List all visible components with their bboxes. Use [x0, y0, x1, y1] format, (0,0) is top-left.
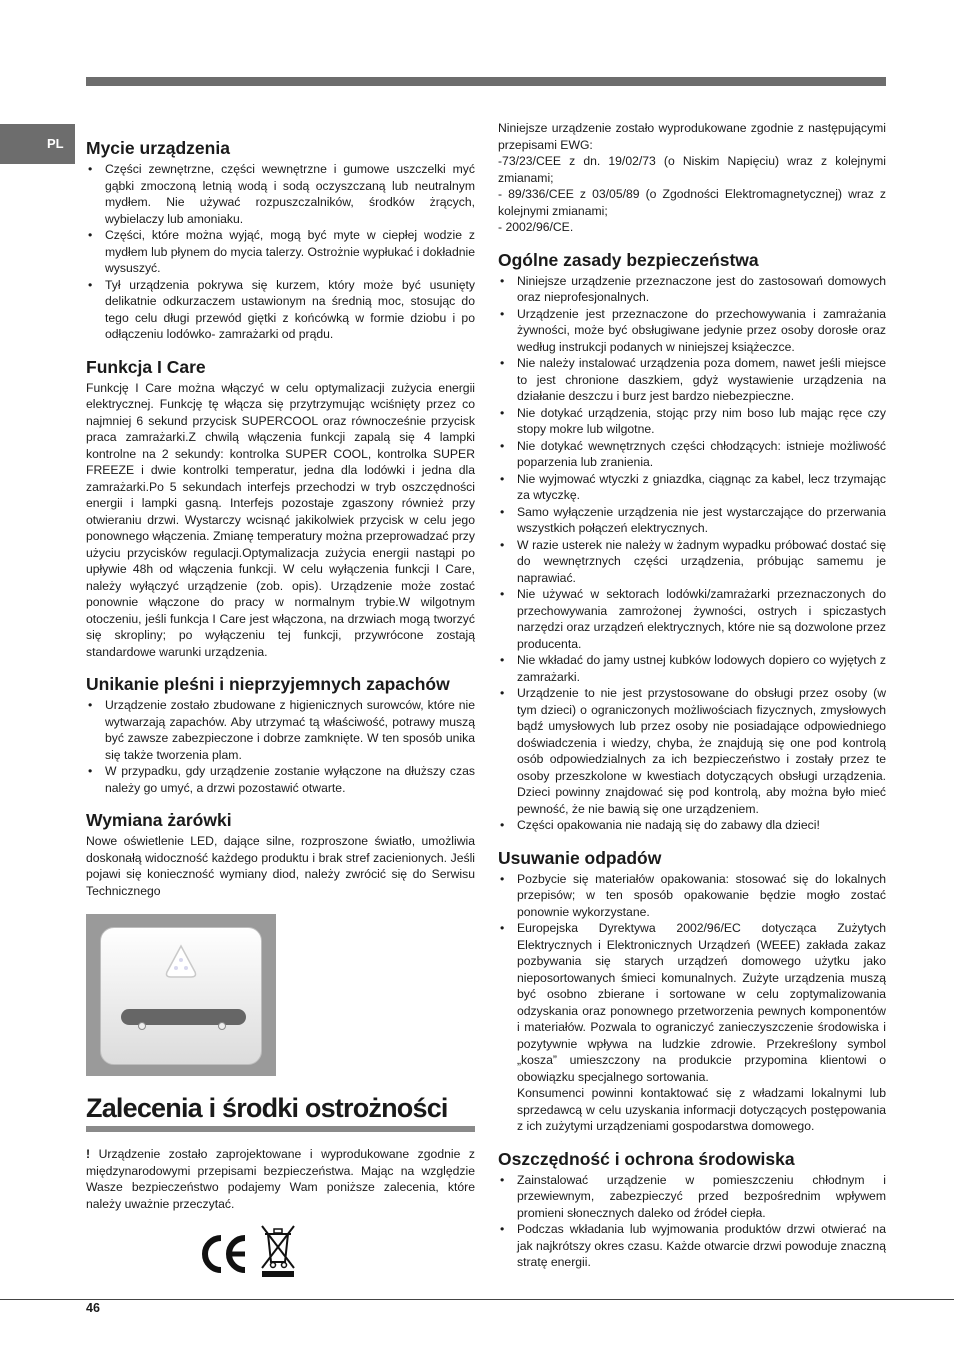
bulb-text: Nowe oświetlenie LED, dające silne, rozproszone światło, umożliwia doskonałą widoczność każdego produktu i brak stref zacienionych. Jeśli pojawi się konieczność wymiany diod, należy zwrócić się do Serwisu Technicznego	[86, 834, 475, 898]
list-item: • W przypadku, gdy urządzenie zostanie wyłączone na dłuższy czas należy go umyć, a drzwi pozostawić otwarte.	[86, 763, 475, 796]
header-rule	[86, 77, 886, 86]
mould-list	[86, 697, 475, 796]
light-panel-illustration	[86, 914, 276, 1076]
list-item: • Podczas wkładania lub wyjmowania produktów drzwi otwierać na jak najkrótszy okres czasu. Każde otwarcie drzwi powoduje znaczną stratę energii.	[498, 1221, 886, 1271]
list-item: • Części, które można wyjąć, mogą być myte w ciepłej wodzie z mydłem lub płynem do mycia talerzy. Ostrożnie wypłukać i dokładnie wysuszyć.	[86, 227, 475, 277]
ce-mark-icon	[201, 1234, 249, 1274]
intro-line: Niniejsze urządzenie zostało wyprodukowane zgodnie z następującymi przepisami EWG:	[498, 121, 886, 152]
left-column	[86, 137, 475, 1278]
icare-text: Funkcję I Care można włączyć w celu optymalizacji zużycia energii elektrycznej. Funkcję tę włącza się przytrzymując wciśnięty przez co najmniej 6 sekund przycisk SUPERCOOL oraz równocześnie przycisk praca zamrażarki.Z chwilą włączenia funkcji zapalą się 4 lampki kontrolne na 2 sekundy: kontrolka SUPER COOL, kontrolka SUPER FREEZE i dwie kontrolki temperatur, jedna dla lodówki i jedna dla zamrażarki.Po 5 sekundach interfejs przechodzi w tryb oszczędności energii i lampki gasną. Interfejs pozostaje zgaszony również przy otwieraniu drzwi. Wystarczy wcisnąć jakikolwiek przycisk w celu jego ponownego włączenia. Zmianę temperatury można przeprowadzać przy użyciu przycisków regulacji.Optymalizacja zużycia energii nastąpi po upływie 48h od włączenia funkcji. W celu wyłączenia funkcji I Care, należy wyłączyć urządzenie (zob. opis). Urządzenie może zostać ponownie włączone do pracy w normalnym trybie.W wilgotnym otoczeniu, jeśli funkcja I Care jest włączona, na drzwiach mogą tworzyć się skropliny; po wyłączeniu tej funkcji, przywrócone zostają standardowe warunki urządzenia.	[86, 380, 475, 659]
list-item: • Nie dotykać urządzenia, stojąc przy nim boso lub mając ręce czy stopy mokre lub wilgotne.	[498, 405, 886, 438]
list-item: • Urządzenie zostało zbudowane z higienicznych surowców, które nie wytwarzają zapachów. Aby utrzymać tą właściwość, potrawy muszą być zawsze zabezpieczone i dobrze zamknięte. W ten sposób unika się także tworzenia plam.	[86, 697, 475, 763]
list-item: • Zainstalować urządzenie w pomieszczeniu chłodnym i przewiewnym, zabezpieczyć przed bezpośrednim wpływem promieni słonecznych daleko od źródeł ciepła.	[498, 1172, 886, 1222]
list-item: • Europejska Dyrektywa 2002/96/EC dotycząca Zużytych Elektrycznych i Elektronicznych Urządzeń (WEEE) zakłada zakaz pozbywania się starych urządzeń domowego użytku jako nieposortowanych śmieci komunalnych. Zużyte urządzenia muszą być osobno zbierane i sortowane w celu zoptymalizowania odzyskania oraz ponownego przetworzenia pewnych komponentów i materiałów. Pozwala to ograniczyć zanieczyszczenie środowiska i pozytywnie wpływa na ludzkie zdrowie. Przekreślony symbol „kosza” umieszczony na produkcie przypomina klientowi o obowiązku specjalnego sortowania.	[498, 920, 886, 1085]
list-item: • Urządzenie to nie jest przystosowane do obsługi przez osoby (w tym dzieci) o ograniczonych możliwościach fizycznych, zmysłowych bądź umysłowych lub przez osoby nie posiadające odpowiedniego doświadczenia i wiedzy, chyba, że znajdują się one pod kontrolą osób odpowiedzialnych za ich bezpieczeństwo i zostały przez te osoby przeszkolone w kwestiach dotyczących obsługi urządzenia. Dzieci powinny znajdować się pod kontrolą, aby można było mieć pewność, że nie bawią się one urządzeniem.	[498, 685, 886, 817]
section-title-disposal: Usuwanie odpadów	[498, 847, 662, 868]
intro-line: -73/23/CEE z dn. 19/02/73 (o Niskim Napięciu) wraz z kolejnymi zmianami;	[498, 154, 886, 185]
weee-bin-icon	[258, 1222, 298, 1278]
list-item: • Nie dotykać wewnętrznych części chłodzących: istnieje możliwość poparzenia lub zranienia.	[498, 438, 886, 471]
certification-marks	[201, 1222, 475, 1278]
saving-list	[498, 1172, 886, 1271]
list-item: • Części zewnętrzne, części wewnętrzne i gumowe uszczelki myć gąbki zmoczoną letnią wodą i sodą oczyszczaną lub neutralnym mydłem. Nie używać rozpuszczalników, środków żrących, wybielaczy lub amoniaku.	[86, 161, 475, 227]
section-title-cleaning: Mycie urządzenia	[86, 138, 230, 158]
language-tab: PL	[0, 124, 75, 164]
safety-list	[498, 273, 886, 834]
list-item: • Części opakowania nie nadają się do zabawy dla dzieci!	[498, 817, 886, 834]
intro-line: - 2002/96/CE.	[498, 220, 574, 234]
list-item: • Urządzenie jest przeznaczone do przechowywania i zamrażania żywności, może być obsługiwane jedynie przez osoby dorosłe oraz według instrukcji podanych w niniejszej książeczce.	[498, 306, 886, 356]
section-title-icare: Funkcja I Care	[86, 356, 206, 377]
section-title-mould: Unikanie pleśni i nieprzyjemnych zapachów	[86, 674, 450, 694]
list-item: • Tył urządzenia pokrywa się kurzem, który może być usunięty delikatnie odkurzaczem ustawionym na średnią moc, stosując do tego celu długi przewód giętki z końcówką w formie dziobu i po odłączeniu lodówko- zamrażarki od prądu.	[86, 277, 475, 343]
intro-line: - 89/336/CEE z 03/05/89 (o Zgodności Elektromagnetycznej) wraz z kolejnymi zmianami;	[498, 187, 886, 218]
list-item: • Nie używać w sektorach lodówki/zamrażarki przeznaczonych do przechowywania zamrożonej żywności, ostrych i spiczastych narzędzi oraz urządzeń elektrycznych, które nie są dozwolone przez producenta.	[498, 586, 886, 652]
list-item: • Nie należy instalować urządzenia poza domem, nawet jeśli miejsce to jest chronione daszkiem, gdyż wystawienie urządzenia na działanie deszczu i burz jest bardzo niebezpieczne.	[498, 355, 886, 405]
list-item: • W razie usterek nie należy w żadnym wypadku próbować dostać się do wewnętrznych części urządzenia, próbując samemu je naprawiać.	[498, 537, 886, 587]
warning-text: Urządzenie zostało zaprojektowane i wyprodukowane zgodnie z międzynarodowymi przepisami bezpieczeństwa. Mając na względzie Wasze bezpieczeństwo podajemy Wam poniższe zalecenia, które należy uważnie przeczytać.	[86, 1147, 476, 1211]
screw-icon	[218, 1022, 226, 1030]
title-underline	[86, 1126, 475, 1132]
list-item: • Samo wyłączenie urządzenia nie jest wystarczające do przerwania wszystkich połączeń elektrycznych.	[498, 504, 886, 537]
section-title-saving: Oszczędność i ochrona środowiska	[498, 1148, 795, 1169]
section-title-safety: Ogólne zasady bezpieczeństwa	[498, 249, 759, 270]
disposal-note: Konsumenci powinni kontaktować się z władzami lokalnymi lub sprzedawcą w celu uzyskania informacji dotyczących postępowania z ich zużytymi urządzeniami gospodarstwa domowego.	[517, 1086, 886, 1133]
disposal-list	[498, 871, 886, 1086]
footer-rule	[0, 1299, 954, 1300]
page-title: Zalecenia i środki ostrożności	[86, 1093, 448, 1123]
page-number: 46	[86, 1301, 100, 1315]
warning-paragraph	[86, 1146, 475, 1212]
screw-icon	[138, 1022, 146, 1030]
led-lens-icon	[161, 942, 201, 982]
right-column	[498, 120, 886, 1271]
cleaning-list	[86, 161, 475, 343]
list-item: • Pozbycie się materiałów opakowania: stosować się do lokalnych przepisów; w ten sposób opakowanie będzie mogło zostać ponownie wykorzystane.	[498, 871, 886, 921]
list-item: • Nie wkładać do jamy ustnej kubków lodowych dopiero co wyjętych z zamrażarki.	[498, 652, 886, 685]
list-item: • Nie wyjmować wtyczki z gniazdka, ciągnąc za kabel, lecz trzymając za wtyczkę.	[498, 471, 886, 504]
warning-icon: !	[86, 1147, 91, 1161]
list-item: • Niniejsze urządzenie przeznaczone jest do zastosowań domowych oraz nieprofesjonalnych.	[498, 273, 886, 306]
section-title-bulb: Wymiana żarówki	[86, 810, 232, 830]
